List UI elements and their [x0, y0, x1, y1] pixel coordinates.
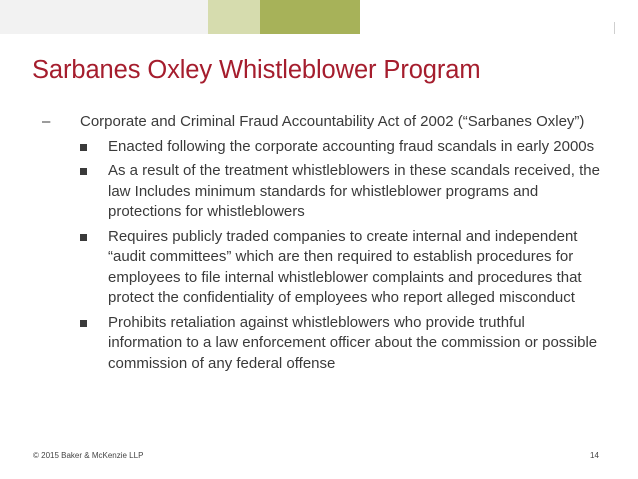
top-bar-segment-gray — [0, 0, 208, 34]
square-bullet-icon — [80, 168, 87, 175]
top-bar-segment-light-olive — [208, 0, 260, 34]
bullet-item — [42, 227, 602, 309]
level1-item — [42, 112, 602, 133]
level1-text: Corporate and Criminal Fraud Accountability Act of 2002 (“Sarbanes Oxley”) — [80, 113, 585, 130]
footer-copyright: © 2015 Baker & McKenzie LLP — [33, 451, 144, 460]
square-bullet-icon — [80, 144, 87, 151]
top-bar-divider — [614, 22, 615, 34]
dash-marker: – — [42, 113, 51, 130]
bullet-item — [42, 137, 602, 158]
square-bullet-icon — [80, 234, 87, 241]
bullet-text: Enacted following the corporate accounting fraud scandals in early 2000s — [108, 137, 595, 155]
slide-title: Sarbanes Oxley Whistleblower Program — [32, 56, 481, 84]
slide-body — [42, 112, 602, 378]
square-bullet-icon — [80, 320, 87, 327]
bullet-item — [42, 313, 602, 375]
bullet-list — [42, 137, 602, 375]
bullet-item — [42, 161, 602, 223]
top-bar-segment-olive — [260, 0, 360, 34]
top-decorative-bar — [0, 0, 638, 34]
page-number: 14 — [590, 451, 599, 460]
bullet-text: Prohibits retaliation against whistleblowers who provide truthful information to a law enforcement officer about the commission or possible commission of any federal offense — [108, 313, 598, 372]
bullet-text: Requires publicly traded companies to create internal and independent “audit committees” which are then required to establish procedures for employees to file internal whistleblower complaints and procedures that protect the confidentiality of employees who report alleged misconduct — [108, 227, 582, 306]
bullet-text: As a result of the treatment whistleblowers in these scandals received, the law Includes minimum standards for whistleblower programs and protections for whistleblowers — [108, 162, 600, 220]
